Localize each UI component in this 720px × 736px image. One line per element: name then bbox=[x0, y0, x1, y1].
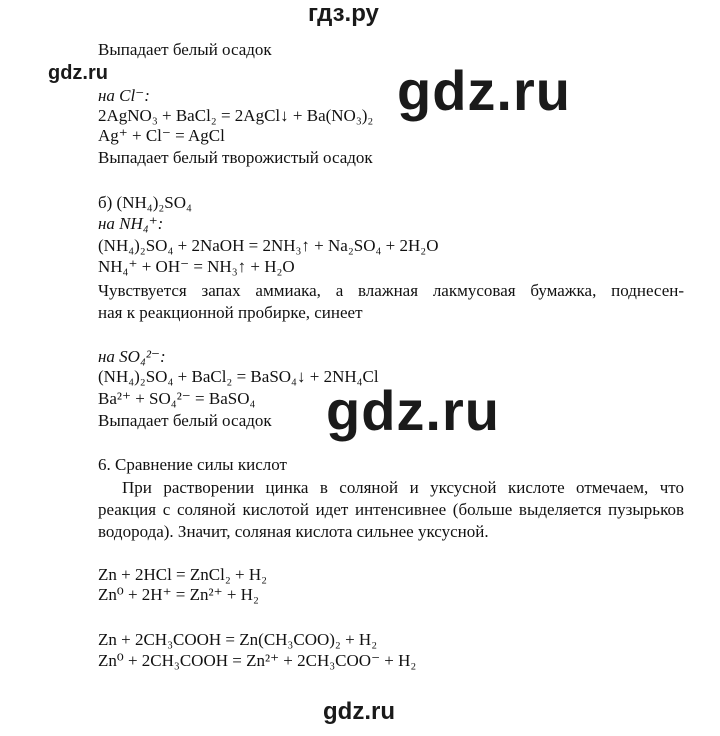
paragraph-line: Чувствуется запах аммиака, а влажная лакмусовая бумажка, поднесен- bbox=[98, 281, 684, 300]
equation-line: (NH₄)₂SO₄ + 2NaOH = 2NH₃↑ + Na₂SO₄ + 2H₂O bbox=[98, 236, 439, 255]
paragraph-line: При растворении цинка в соляной и уксусной кислоте отмечаем, что bbox=[122, 478, 684, 497]
label-line: на Cl⁻: bbox=[98, 86, 150, 105]
text-line: Выпадает белый осадок bbox=[98, 40, 272, 59]
text-line: Выпадает белый осадок bbox=[98, 411, 272, 430]
equation-line: Zn⁰ + 2H⁺ = Zn²⁺ + H₂ bbox=[98, 585, 259, 604]
paragraph-line: реакция с соляной кислотой идет интенсивнее (больше выделяется пузырьков bbox=[98, 500, 684, 519]
equation-line: 2AgNO₃ + BaCl₂ = 2AgCl↓ + Ba(NO₃)₂ bbox=[98, 106, 374, 125]
label-line: на SO₄²⁻: bbox=[98, 347, 166, 366]
equation-line: Zn⁰ + 2CH₃COOH = Zn²⁺ + 2CH₃COO⁻ + H₂ bbox=[98, 651, 417, 670]
section-heading: б) (NH₄)₂SO₄ bbox=[98, 193, 192, 212]
watermark-large-lower: gdz.ru bbox=[326, 379, 500, 442]
watermark-small: gdz.ru bbox=[48, 62, 108, 84]
paragraph-line: водорода). Значит, соляная кислота сильнее уксусной. bbox=[98, 522, 489, 541]
paragraph-line: ная к реакционной пробирке, синеет bbox=[98, 303, 363, 322]
text-line: Выпадает белый творожистый осадок bbox=[98, 148, 373, 167]
equation-line: NH₄⁺ + OH⁻ = NH₃↑ + H₂O bbox=[98, 257, 295, 276]
section-heading: 6. Сравнение силы кислот bbox=[98, 455, 287, 474]
label-line: на NH₄⁺: bbox=[98, 214, 164, 233]
equation-line: Ba²⁺ + SO₄²⁻ = BaSO₄ bbox=[98, 389, 256, 408]
equation-line: Zn + 2CH₃COOH = Zn(CH₃COO)₂ + H₂ bbox=[98, 630, 378, 649]
watermark-top: гдз.ру bbox=[308, 0, 379, 27]
watermark-bottom: gdz.ru bbox=[323, 698, 395, 725]
equation-line: Ag⁺ + Cl⁻ = AgCl bbox=[98, 126, 225, 145]
watermark-large-upper: gdz.ru bbox=[397, 59, 571, 122]
equation-line: (NH₄)₂SO₄ + BaCl₂ = BaSO₄↓ + 2NH₄Cl bbox=[98, 367, 379, 386]
equation-line: Zn + 2HCl = ZnCl₂ + H₂ bbox=[98, 565, 268, 584]
